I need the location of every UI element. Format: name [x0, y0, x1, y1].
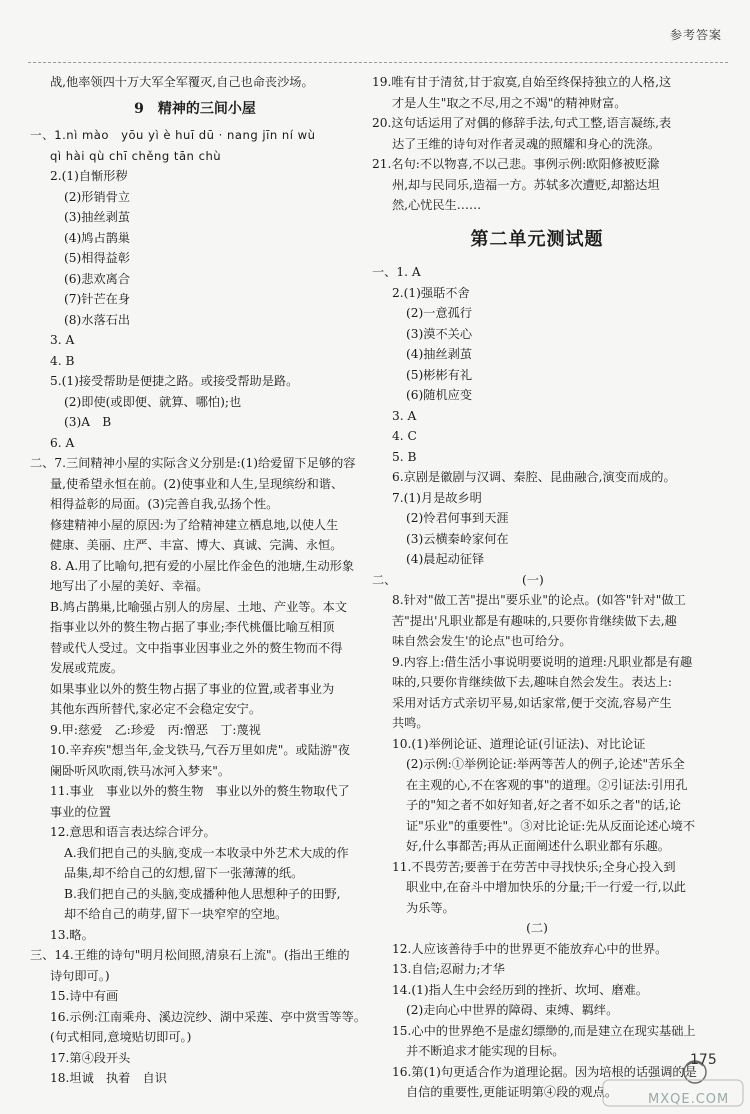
- answer-line: (2)一意孤行: [406, 306, 473, 320]
- right-column: [372, 72, 702, 1103]
- answer-line: 10.(1)举例论证、道理论证(引证法)、对比论证: [392, 736, 646, 751]
- subsection-title: (二): [526, 921, 548, 935]
- answer-line: (2)走向心中世界的障碍、束缚、羁绊。: [406, 1003, 619, 1017]
- answer-line: 6. A: [50, 435, 75, 450]
- answer-line: 好,什么事都苦;再从正面阐述什么职业都有乐趣。: [406, 839, 670, 853]
- answer-line: 18.坦诚 执着 自识: [50, 1071, 167, 1085]
- answer-line: 诗句即可。): [50, 968, 110, 983]
- answer-line: 却不给自己的萌芽,留下一块窄窄的空地。: [64, 907, 288, 921]
- answer-line: (2)示例:①举例论证:举两等苦人的例子,论述"苦乐全: [406, 757, 685, 771]
- answer-line: (8)水落石出: [64, 312, 131, 327]
- answer-line: (6)随机应变: [406, 388, 473, 402]
- answer-line: 才是人生"取之不尽,用之不竭"的精神财富。: [392, 95, 627, 110]
- answer-line: 16.示例:江南乘舟、溪边浣纱、湖中采莲、亭中赏雪等等。: [50, 1009, 366, 1024]
- answer-line: 12.意思和语言表达综合评分。: [50, 825, 216, 839]
- answer-line: 子的"知之者不如好知者,好之者不如乐之者"的话,论: [406, 798, 681, 812]
- answer-line: 替或代人受过。文中指事业因事业之外的赘生物而不得: [50, 640, 343, 655]
- answer-line: (6)悲欢离合: [64, 271, 131, 286]
- answer-line: A.我们把自己的头脑,变成一本收录中外艺术大成的作: [64, 845, 349, 860]
- answer-line: 17.第④段开头: [50, 1050, 131, 1065]
- answer-line: 20.这句话运用了对偶的修辞手法,句式工整,语言凝练,表: [372, 116, 672, 130]
- answer-line: B.鸠占鹊巢,比喻强占别人的房屋、土地、产业等。本文: [50, 599, 348, 614]
- answer-line: 21.名句:不以物喜,不以己悲。事例示例:欧阳修被贬滁: [372, 157, 660, 171]
- unit-title: 第二单元测试题: [470, 228, 604, 250]
- answer-line: (4)晨起动征铎: [406, 552, 485, 566]
- answer-line: 11.不畏劳苦;要善于在劳苦中寻找快乐;全身心投入到: [392, 859, 676, 874]
- answer-line: 战,他率领四十万大军全军覆灭,自己也命丧沙场。: [50, 75, 314, 89]
- answer-line: 州,却与民同乐,造福一方。苏轼多次遭贬,却豁达坦: [392, 177, 660, 192]
- page-number: 175: [690, 1052, 717, 1068]
- answer-line: 7.(1)月是故乡明: [392, 490, 482, 505]
- answer-line: 3. A: [392, 408, 417, 423]
- answer-line: 6.京剧是徽剧与汉调、秦腔、昆曲融合,演变而成的。: [392, 470, 676, 484]
- watermark-text: MXQE.COM: [648, 1092, 730, 1107]
- answer-line: (5)相得益彰: [64, 251, 131, 265]
- section-title: 9 精神的三间小屋: [134, 100, 256, 117]
- answer-line: 10.辛弃疾"想当年,金戈铁马,气吞万里如虎"。或陆游"夜: [50, 743, 350, 757]
- answer-line: (3)A B: [64, 415, 112, 429]
- answer-line: 5. B: [392, 449, 417, 464]
- answer-line: 自信的重要性,更能证明第④段的观点。: [406, 1085, 618, 1099]
- answer-line: (2)形销骨立: [64, 189, 131, 204]
- answer-line: 15.诗中有画: [50, 989, 119, 1003]
- answer-line: 证"乐业"的重要性"。③对比论证:先从反面论述心境不: [406, 818, 696, 833]
- answer-line: (7)针芒在身: [64, 292, 131, 306]
- answer-line: 2.(1)自惭形秽: [50, 169, 128, 183]
- answer-line: (5)彬彬有礼: [406, 367, 473, 382]
- answer-line: 相得益彰的局面。(3)完善自我,弘扬个性。: [50, 497, 279, 511]
- answer-line: (句式相同,意境贴切即可。): [50, 1030, 192, 1044]
- answer-line: (2)即使(或即便、就算、哪怕);也: [64, 394, 242, 409]
- answer-line: 11.事业 事业以外的赘生物 事业以外的赘生物取代了: [50, 784, 350, 798]
- answer-line: 16.第(1)句更适合作为道理论据。因为培根的话强调的是: [392, 1064, 697, 1079]
- answer-line: 在主观的心,不在客观的事"的道理。②引证法:引用孔: [406, 777, 688, 792]
- answer-line: 8.针对"做工苦"提出"要乐业"的论点。(如答"针对"做工: [392, 593, 686, 607]
- answer-line: 19.唯有甘于清贫,甘于寂寞,自始至终保持独立的人格,这: [372, 75, 672, 89]
- answer-line: 二、 (一): [372, 570, 702, 591]
- answer-line: 9.甲:慈爱 乙:珍爱 丙:憎恶 丁:蔑视: [50, 722, 261, 737]
- answer-line: 修建精神小屋的原因:为了给精神建立栖息地,以使人生: [50, 517, 339, 532]
- answer-line: 二、7.三间精神小屋的实际含义分别是:(1)给爱留下足够的容: [30, 456, 356, 470]
- answer-line: 地写出了小屋的美好、幸福。: [50, 579, 209, 593]
- answer-line: 三、14.王维的诗句"明月松间照,清泉石上流"。(指出王维的: [30, 948, 350, 962]
- answer-line: 一、1. A: [372, 265, 421, 279]
- answer-line: 其他东西所替代,家必定不会稳定安宁。: [50, 702, 262, 716]
- answer-line: (2)怜君何事到天涯: [406, 511, 509, 525]
- answer-line: 5.(1)接受帮助是便捷之路。或接受帮助是路。: [50, 374, 299, 388]
- answer-line: qì hài qù chī chěng tān chù: [50, 148, 222, 163]
- answer-line: 并不断追求才能实现的目标。: [406, 1044, 565, 1058]
- answer-line: 指事业以外的赘生物占据了事业;李代桃僵比喻互相顶: [50, 620, 335, 634]
- answer-line: 发展或荒废。: [50, 661, 124, 675]
- answer-line: 品集,却不给自己的幻想,留下一张薄薄的纸。: [64, 866, 304, 880]
- answer-line: (4)抽丝剥茧: [406, 347, 473, 361]
- left-column: [30, 72, 366, 1089]
- answer-line: B.我们把自己的头脑,变成播种他人思想种子的田野,: [64, 886, 341, 901]
- answer-line: 一、1.nì mào yōu yì è huī dū · nang jīn ní wù: [30, 128, 316, 142]
- answer-line: 2.(1)强聒不舍: [392, 285, 470, 300]
- subsection-title: (一): [522, 572, 544, 587]
- answer-line: (3)抽丝剥茧: [64, 210, 131, 224]
- answer-line: 14.(1)指人生中会经历到的挫折、坎坷、磨难。: [392, 982, 649, 997]
- answer-line: 4. C: [392, 429, 417, 443]
- running-head: 参考答案: [669, 28, 722, 42]
- answer-line: 阑卧听风吹雨,铁马冰河入梦来"。: [50, 763, 231, 778]
- answer-line: 职业中,在奋斗中增加快乐的分量;干一行爱一行,以此: [406, 880, 686, 894]
- answer-line: (3)漠不关心: [406, 326, 473, 341]
- answer-line: 如果事业以外的赘生物占据了事业的位置,或者事业为: [50, 681, 335, 696]
- answer-line: 采用对话方式亲切平易,如话家常,便于交流,容易产生: [392, 695, 672, 710]
- answer-line: 8. A.用了比喻句,把有爱的小屋比作金色的池塘,生动形象: [50, 558, 355, 573]
- answer-line: 3. A: [50, 333, 75, 347]
- header-divider: [28, 62, 728, 63]
- answer-line: 味自然会发生'的论点"也可给分。: [392, 634, 572, 648]
- answer-line: 为乐等。: [406, 900, 455, 915]
- answer-line: 苦"提出'凡职业都是有趣味的,只要你肯继续做下去,趣: [392, 613, 677, 628]
- answer-line: 15.心中的世界绝不是虚幻缥缈的,而是建立在现实基础上: [392, 1023, 696, 1038]
- answer-line: 共鸣。: [392, 716, 429, 730]
- answer-line: (4)鸠占鹊巢: [64, 230, 131, 245]
- answer-line: 13.自信;忍耐力;才华: [392, 962, 505, 976]
- answer-line: 4. B: [50, 353, 75, 368]
- answer-line: 量,使希望永恒在前。(2)使事业和人生,呈现缤纷和谐、: [50, 476, 344, 491]
- answer-line: (3)云横秦岭家何在: [406, 531, 509, 546]
- answer-line: 9.内容上:借生活小事说明要说明的道理:凡职业都是有趣: [392, 654, 693, 669]
- answer-line: 味的,只要你肯继续做下去,趣味自然会发生。表达上:: [392, 675, 672, 689]
- answer-line: 事业的位置: [50, 804, 111, 819]
- answer-line: 13.略。: [50, 927, 94, 942]
- answer-line: 然,心忧民生……: [392, 198, 482, 212]
- answer-line: 健康、美丽、庄严、丰富、博大、真诚、完满、永恒。: [50, 538, 343, 552]
- answer-line: 12.人应该善待手中的世界更不能放弃心中的世界。: [392, 941, 668, 956]
- answer-line: 达了王维的诗句对作者灵魂的照耀和身心的洗涤。: [392, 136, 661, 151]
